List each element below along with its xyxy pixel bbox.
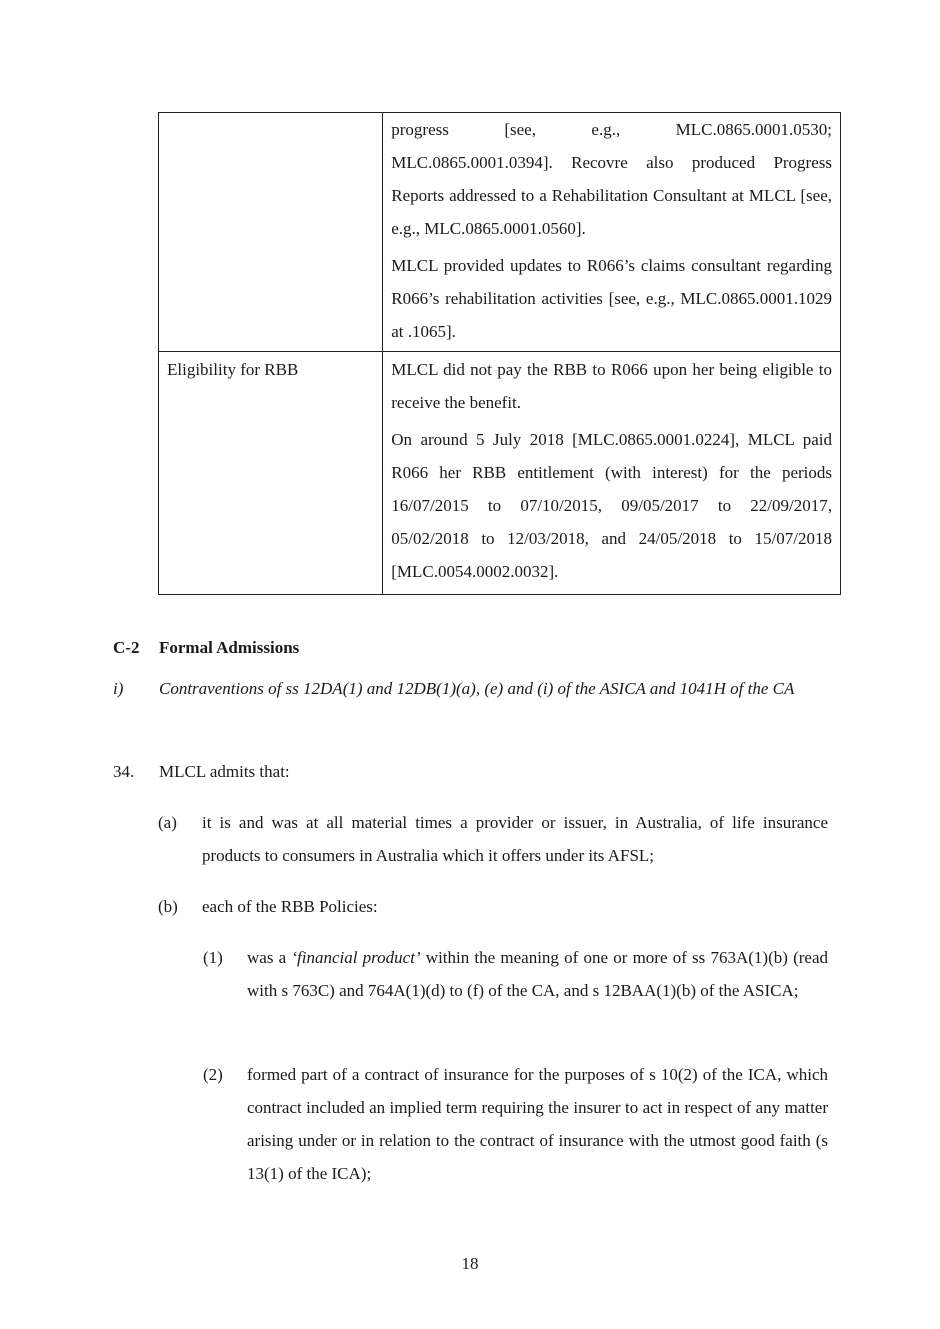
sub-item-label: (2) [203, 1065, 223, 1084]
subsection-number: i) [113, 679, 124, 698]
sub-item-label: (1) [203, 948, 223, 967]
table-paragraph: MLCL did not pay the RBB to R066 upon her being eligible to receive the benefit. [391, 360, 832, 412]
sub-item-1 [203, 941, 829, 1007]
list-item-b [158, 890, 828, 923]
section-number: C-2 [113, 638, 140, 657]
table-paragraph: On around 5 July 2018 [MLC.0865.0001.0224], MLCL paid R066 her RBB entitlement (with interest) for the periods 16/07/2015 to 07/10/2015, 09/05/2017 to 22/09/2017, 05/02/2018 to 12/03/2018, and 24/05/2018 to 15/07/2018 [MLC.0054.0002.0032]. [391, 430, 832, 581]
paragraph-text: MLCL admits that: [159, 762, 290, 781]
sub-item-2 [203, 1058, 828, 1190]
list-item-label: (a) [158, 813, 177, 832]
list-item-label: (b) [158, 897, 178, 916]
list-item-text: each of the RBB Policies: [202, 897, 378, 916]
sub-item-text-pre: was a [247, 948, 292, 967]
table-paragraph: MLCL provided updates to R066’s claims consultant regarding R066’s rehabilitation activities [see, e.g., MLC.0865.0001.1029 at .1065]. [391, 256, 832, 341]
table-cell-label: Eligibility for RBB [159, 352, 383, 595]
page-number: 18 [461, 1254, 479, 1273]
evidence-table [158, 112, 841, 595]
table-row [159, 352, 841, 595]
table-cell-label [159, 113, 383, 352]
paragraph-34 [113, 760, 290, 784]
sub-item-text-post: within the meaning of one or more of ss 763A(1)(b) (read with s 763C) and 764A(1)(d) to (f) of the CA, and s 12BAA(1)(b) of the ASICA; [247, 948, 829, 1000]
table-cell-content [383, 113, 841, 352]
list-item-text: it is and was at all material times a provider or issuer, in Australia, of life insurance products to consumers in Australia which it offers under its AFSL; [202, 813, 828, 865]
list-item-a [158, 806, 828, 872]
table-row [159, 113, 841, 352]
paragraph-number: 34. [113, 762, 135, 781]
table-cell-content [383, 352, 841, 595]
section-heading [113, 636, 299, 660]
sub-item-defined-term: ‘financial product’ [291, 948, 421, 967]
subsection-title: Contraventions of ss 12DA(1) and 12DB(1)(a), (e) and (i) of the ASICA and 1041H of the CA [159, 679, 795, 698]
sub-item-text: formed part of a contract of insurance for the purposes of s 10(2) of the ICA, which contract included an implied term requiring the insurer to act in respect of any matter arising under or in relation to the contract of insurance with the utmost good faith (s 13(1) of the ICA); [247, 1065, 828, 1183]
section-title: Formal Admissions [159, 638, 300, 657]
table-paragraph: progress [see, e.g., MLC.0865.0001.0530; MLC.0865.0001.0394]. Recovre also produced Progress Reports addressed to a Rehabilitation Consultant at MLCL [see, e.g., MLC.0865.0001.0560]. [391, 120, 832, 238]
